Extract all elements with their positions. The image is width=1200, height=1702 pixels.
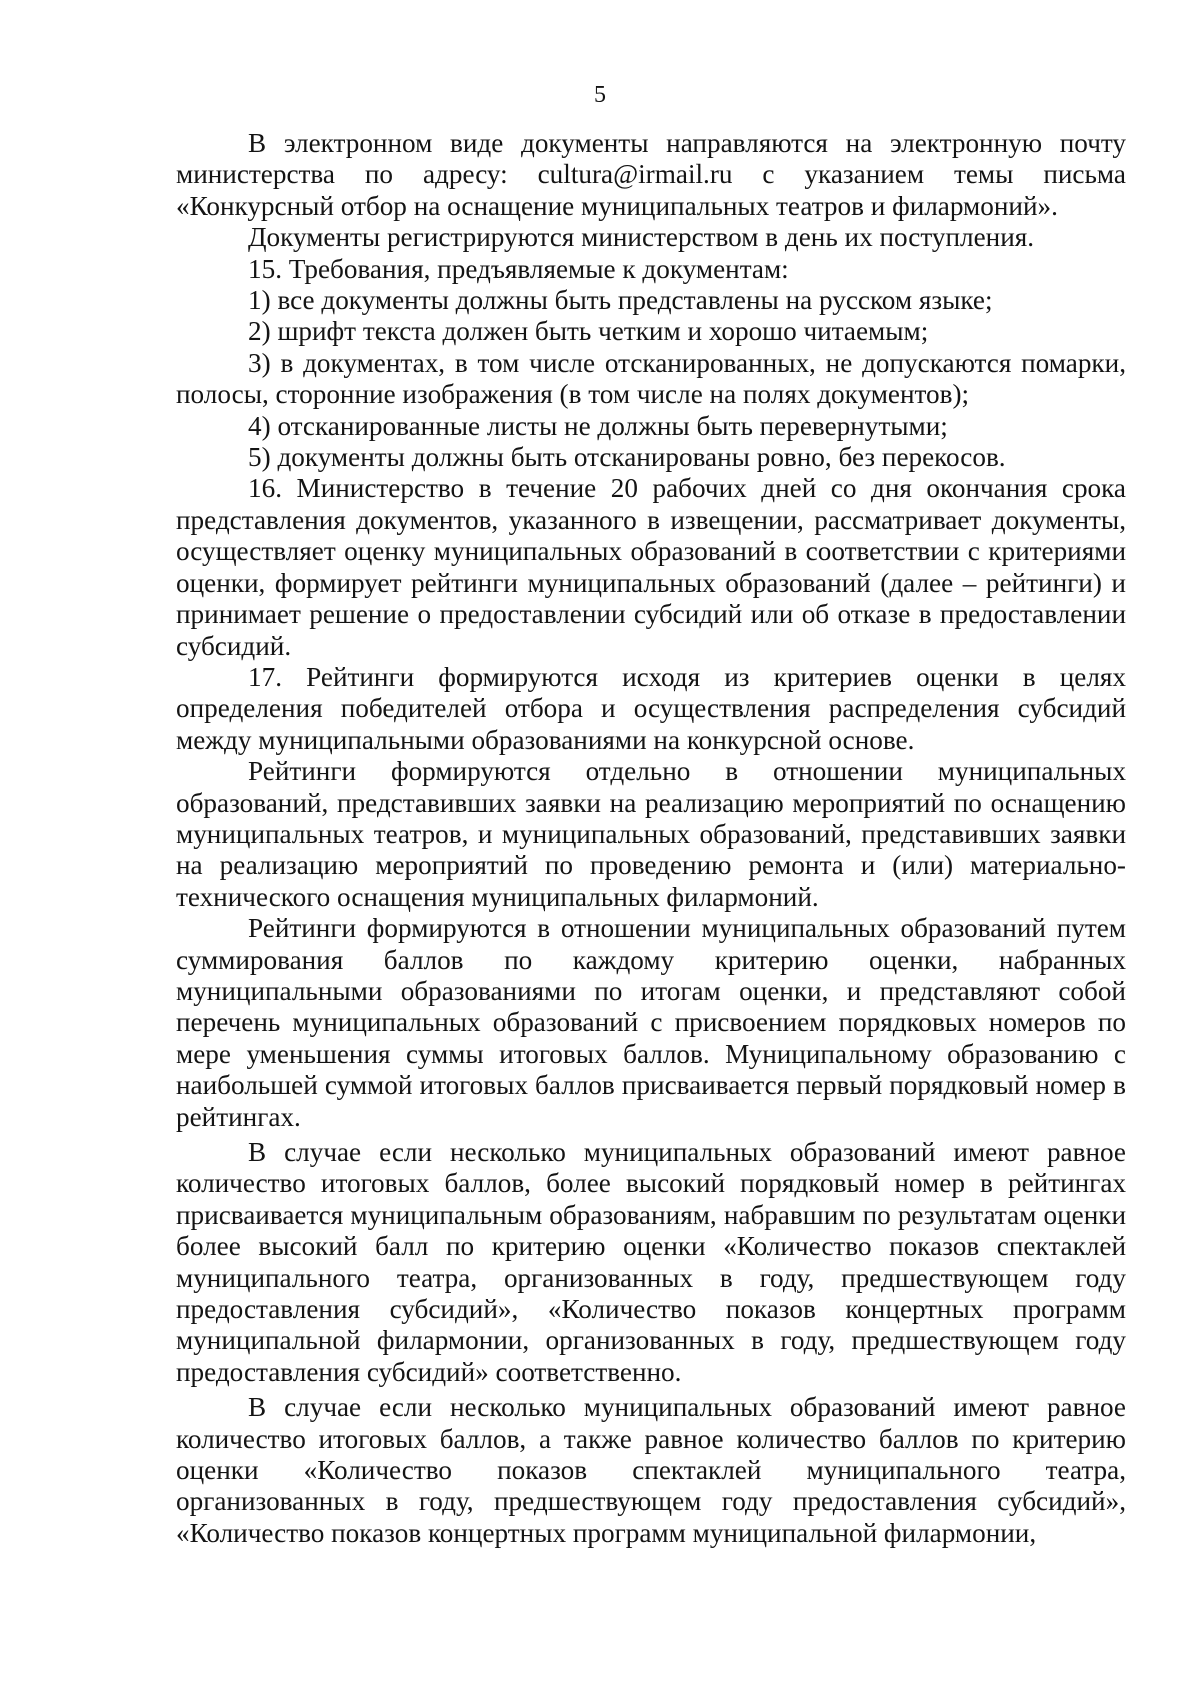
paragraph-item-17: 17. Рейтинги формируются исходя из критериев оценки в целях определения победителей отбора и осуществления распределения субсидий между муниципальными образованиями на конкурсной основе. <box>176 661 1126 755</box>
paragraph-requirement-3: 3) в документах, в том числе отсканированных, не допускаются помарки, полосы, сторонние изображения (в том числе на полях документов); <box>176 347 1126 410</box>
paragraph-requirement-4: 4) отсканированные листы не должны быть перевернутыми; <box>248 410 948 441</box>
paragraph-requirement-1: 1) все документы должны быть представлены на русском языке; <box>248 285 993 316</box>
paragraph-requirement-2: 2) шрифт текста должен быть четким и хорошо читаемым; <box>248 316 929 347</box>
paragraph-ratings-separate: Рейтинги формируются отдельно в отношении муниципальных образований, представивших заявки на реализацию мероприятий по оснащению муниципальных театров, и муниципальных образований, представивших заявки на реализацию мероприятий по проведению ремонта и (или) материально-технического оснащения муниципальных филармоний. <box>176 756 1126 912</box>
paragraph-item-15: 15. Требования, предъявляемые к документам: <box>248 253 789 284</box>
paragraph-equal-scores: В случае если несколько муниципальных образований имеют равное количество итоговых баллов, более высокий порядковый номер в рейтингах присваивается муниципальным образованиям, набравшим по результатам оценки более высокий балл по критерию оценки «Количество показов спектаклей муниципального театра, организованных в году, предшествующем году предоставления субсидий», «Количество показов концертных программ муниципальной филармонии, организованных в году, предшествующем году предоставления субсидий» соответственно. <box>176 1137 1126 1387</box>
paragraph-registration: Документы регистрируются министерством в день их поступления. <box>248 222 1035 253</box>
document-body <box>176 128 1126 1549</box>
paragraph-email-submission: В электронном виде документы направляются на электронную почту министерства по адресу: cultura@irmail.ru с указанием темы письма «Конкурсный отбор на оснащение муниципальных театров и филармоний». <box>176 128 1126 221</box>
paragraph-equal-scores-and-criteria: В случае если несколько муниципальных образований имеют равное количество итоговых баллов, а также равное количество баллов по критерию оценки «Количество показов спектаклей муниципального театра, организованных в году, предшествующем году предоставления субсидий», «Количество показов концертных программ муниципальной филармонии, <box>176 1392 1126 1548</box>
page-number: 5 <box>594 82 606 108</box>
paragraph-item-16: 16. Министерство в течение 20 рабочих дней со дня окончания срока представления документов, указанного в извещении, рассматривает документы, осуществляет оценку муниципальных образований в соответствии с критериями оценки, формирует рейтинги муниципальных образований (далее – рейтинги) и принимает решение о предоставлении субсидий или об отказе в предоставлении субсидий. <box>176 473 1126 661</box>
paragraph-ratings-summation: Рейтинги формируются в отношении муниципальных образований путем суммирования баллов по каждому критерию оценки, набранных муниципальными образованиями по итогам оценки, и представляют собой перечень муниципальных образований с присвоением порядковых номеров по мере уменьшения суммы итоговых баллов. Муниципальному образованию с наибольшей суммой итоговых баллов присваивается первый порядковый номер в рейтингах. <box>176 913 1126 1132</box>
paragraph-requirement-5: 5) документы должны быть отсканированы ровно, без перекосов. <box>248 442 1006 473</box>
